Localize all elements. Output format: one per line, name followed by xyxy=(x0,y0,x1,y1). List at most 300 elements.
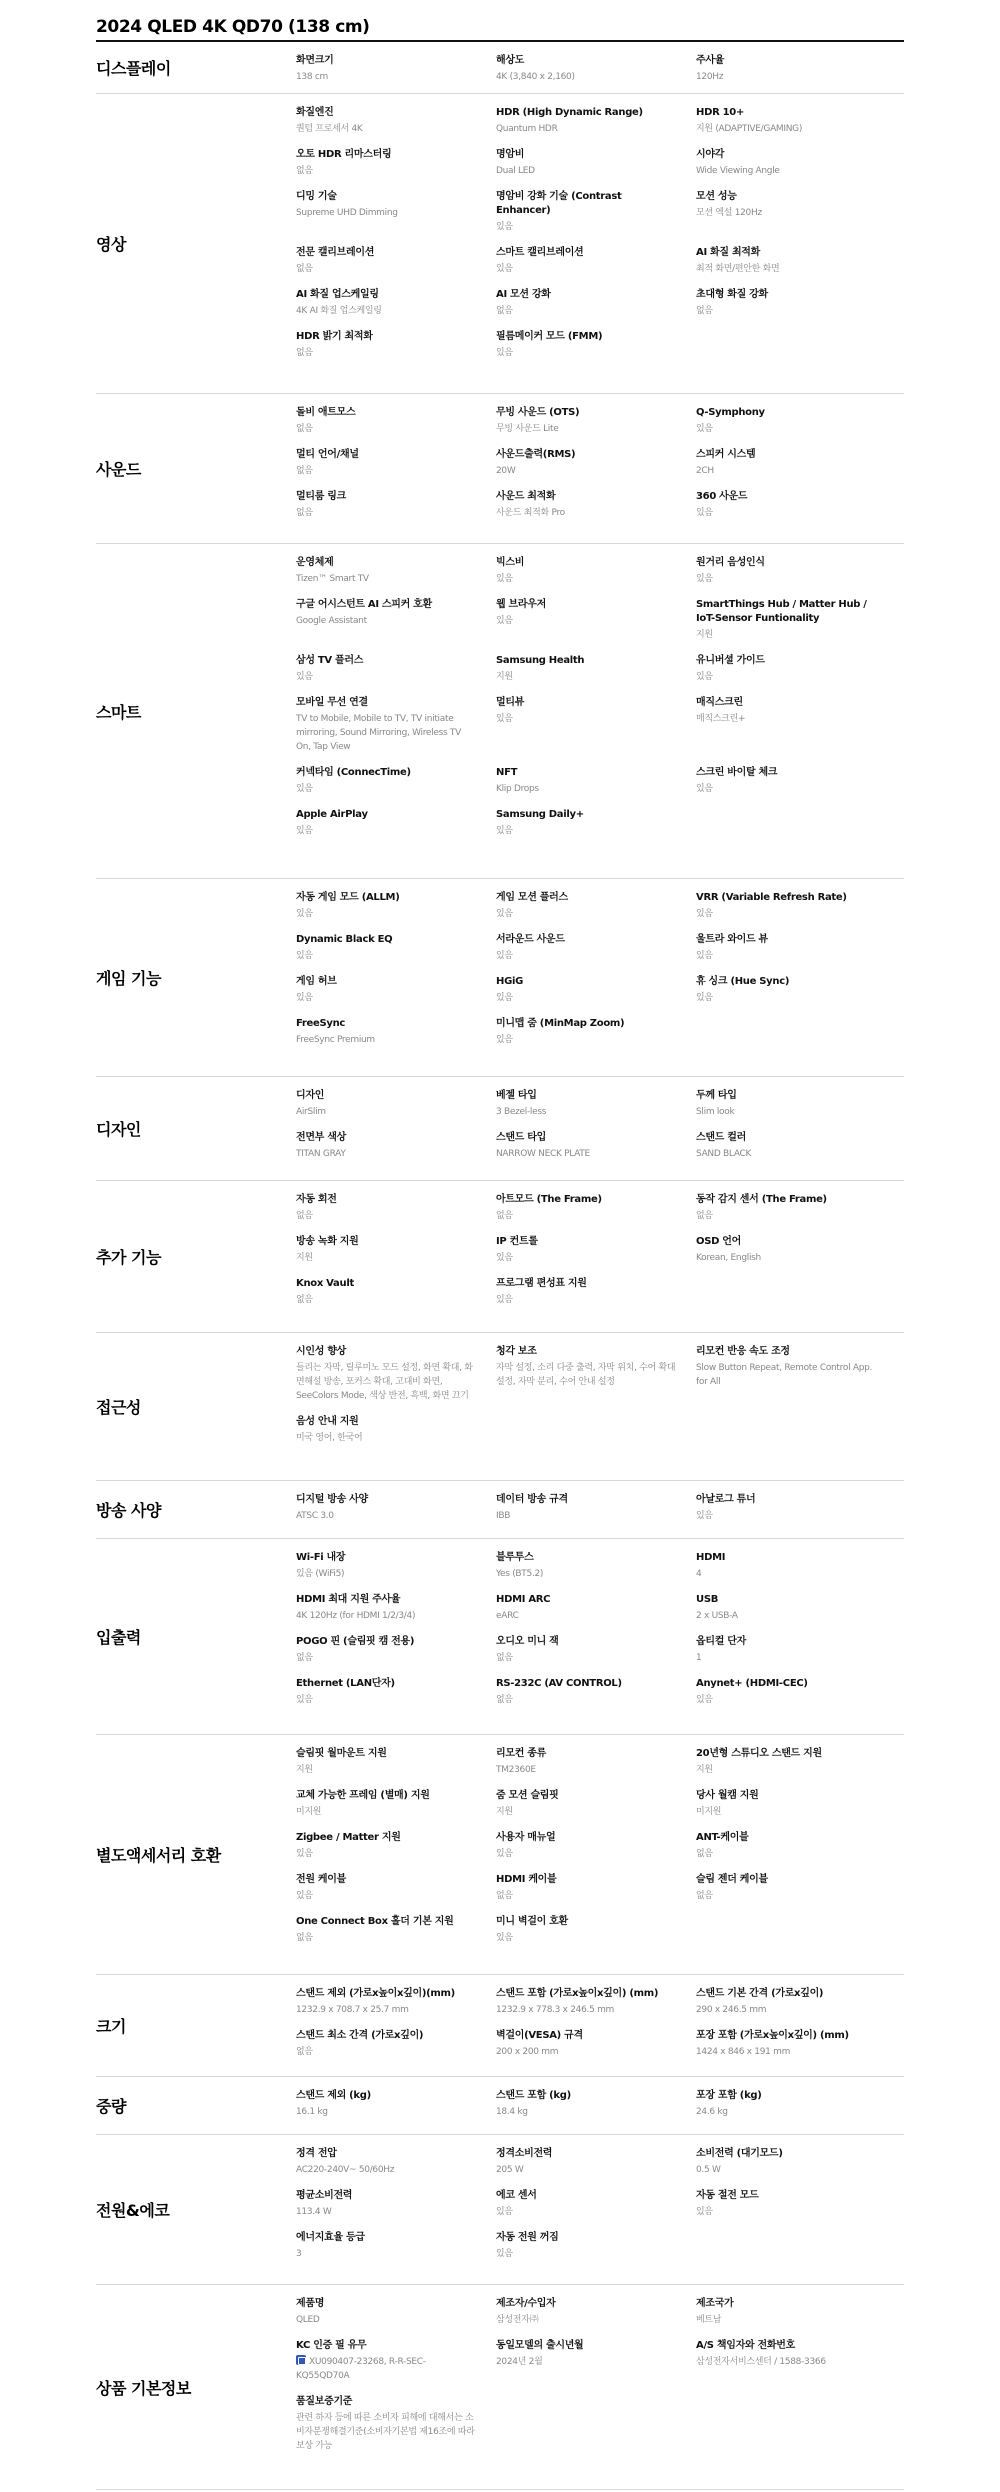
spec-item xyxy=(696,2029,896,2071)
spec-label: HDMI 최대 지원 주사율 xyxy=(296,1594,401,1605)
spec-label: AI 모션 강화 xyxy=(496,289,551,300)
spec-item xyxy=(496,148,696,190)
spec-value: 1232.9 x 708.7 x 25.7 mm xyxy=(296,2005,409,2015)
spec-value: 2024년 2월 xyxy=(496,2357,543,2367)
spec-value: 있음 xyxy=(496,1933,513,1943)
spec-label: 명암비 강화 기술 (Contrast Enhancer) xyxy=(496,191,622,216)
spec-item xyxy=(296,933,496,975)
spec-item xyxy=(496,808,696,850)
spec-value: 있음 xyxy=(696,909,713,919)
spec-value: 있음 xyxy=(296,826,313,836)
spec-value: 있음 xyxy=(496,1035,513,1045)
spec-value: 1 xyxy=(696,1653,702,1663)
page-title: 2024 QLED 4K QD70 (138 cm) xyxy=(96,17,370,37)
spec-label: 자동 회전 xyxy=(296,1194,337,1205)
spec-value: 있음 xyxy=(496,714,513,724)
spec-value: 지원 xyxy=(496,672,513,682)
spec-value: 있음 xyxy=(696,508,713,518)
section-title: 방송 사양 xyxy=(96,1501,161,1520)
spec-section xyxy=(96,1077,904,1181)
spec-label: 청각 보조 xyxy=(496,1346,537,1357)
spec-label: 스탠드 컬러 xyxy=(696,1132,746,1143)
spec-item xyxy=(496,2147,696,2189)
spec-label: 리모컨 반응 속도 조정 xyxy=(696,1346,790,1357)
spec-item xyxy=(296,2147,496,2189)
spec-item xyxy=(696,1635,896,1677)
spec-item xyxy=(296,448,496,490)
spec-value xyxy=(296,2355,478,2383)
spec-label: 모바일 무선 연결 xyxy=(296,697,368,708)
spec-item xyxy=(296,2189,496,2231)
spec-label: IP 컨트롤 xyxy=(496,1236,538,1247)
spec-label: 전원 케이블 xyxy=(296,1874,346,1885)
spec-value: 있음 xyxy=(496,993,513,1003)
spec-value: Slim look xyxy=(696,1107,735,1117)
spec-label: 멀티룸 링크 xyxy=(296,491,346,502)
spec-label: 평균소비전력 xyxy=(296,2190,353,2201)
spec-value: 삼성전자서비스센터 / 1588-3366 xyxy=(696,2357,826,2367)
spec-item xyxy=(696,1345,896,1415)
spec-label: 멀티뷰 xyxy=(496,697,525,708)
spec-item xyxy=(496,1873,696,1915)
spec-value: 최적 화면/편안한 화면 xyxy=(696,264,780,274)
spec-label: 전면부 색상 xyxy=(296,1132,346,1143)
spec-item xyxy=(296,54,496,94)
section-title: 게임 기능 xyxy=(96,969,161,988)
spec-label: 품질보증기준 xyxy=(296,2396,353,2407)
spec-label: Knox Vault xyxy=(296,1278,354,1289)
kc-certification-icon xyxy=(296,2355,306,2365)
spec-label: HGiG xyxy=(496,976,524,987)
spec-label: 자동 전원 꺼짐 xyxy=(496,2232,559,2243)
spec-label: 미니 벽걸이 호환 xyxy=(496,1916,568,1927)
spec-label: HDR 10+ xyxy=(696,107,745,118)
spec-value: Klip Drops xyxy=(496,784,539,794)
spec-value: 지원 xyxy=(696,630,713,640)
spec-label: Samsung Health xyxy=(496,655,585,666)
spec-value: 있음 xyxy=(696,1511,713,1521)
spec-grid xyxy=(296,879,904,1076)
spec-label: Apple AirPlay xyxy=(296,809,368,820)
spec-item xyxy=(296,1277,496,1319)
spec-value: 있음 xyxy=(696,951,713,961)
spec-grid xyxy=(296,1539,904,1734)
spec-value: 있음 xyxy=(496,909,513,919)
spec-item xyxy=(296,288,496,330)
spec-value: NARROW NECK PLATE xyxy=(496,1149,590,1159)
spec-section xyxy=(96,94,904,394)
spec-item xyxy=(296,1131,496,1173)
spec-value: 없음 xyxy=(696,1891,713,1901)
spec-value: 2CH xyxy=(696,466,714,476)
spec-item xyxy=(496,330,696,372)
spec-item xyxy=(296,2029,496,2071)
spec-label: 에너지효율 등급 xyxy=(296,2232,365,2243)
spec-label: 해상도 xyxy=(496,55,525,66)
spec-item xyxy=(696,1235,896,1277)
spec-value: 없음 xyxy=(296,348,313,358)
spec-section xyxy=(96,1735,904,1975)
spec-item xyxy=(696,246,896,288)
spec-item xyxy=(696,2339,896,2395)
spec-item xyxy=(496,1789,696,1831)
spec-value: 있음 xyxy=(296,993,313,1003)
spec-section xyxy=(96,394,904,544)
section-title: 디스플레이 xyxy=(96,59,171,78)
spec-label: 방송 녹화 지원 xyxy=(296,1236,359,1247)
spec-item xyxy=(496,190,696,246)
spec-grid xyxy=(296,42,904,93)
spec-value: 있음 xyxy=(496,264,513,274)
spec-label: 구글 어시스턴트 AI 스피커 호환 xyxy=(296,599,432,610)
spec-label: 제조자/수입자 xyxy=(496,2298,556,2309)
spec-value: 없음 xyxy=(296,1653,313,1663)
spec-label: 게임 모션 플러스 xyxy=(496,892,568,903)
spec-value: ATSC 3.0 xyxy=(296,1511,334,1521)
spec-grid xyxy=(296,1481,904,1538)
spec-item xyxy=(496,1831,696,1873)
spec-value: 205 W xyxy=(496,2165,524,2175)
spec-item xyxy=(296,654,496,696)
spec-item xyxy=(496,1915,696,1957)
spec-section xyxy=(96,2135,904,2285)
spec-label: 벽걸이(VESA) 규격 xyxy=(496,2030,583,2041)
spec-value: 없음 xyxy=(296,1211,313,1221)
spec-item xyxy=(296,696,496,766)
spec-label: 정격소비전력 xyxy=(496,2148,553,2159)
spec-value: Slow Button Repeat, Remote Control App. for All xyxy=(696,1363,873,1387)
spec-item xyxy=(696,696,896,766)
spec-label: 명암비 xyxy=(496,149,525,160)
spec-value: 있음 xyxy=(696,672,713,682)
spec-item xyxy=(496,975,696,1017)
spec-item xyxy=(296,1747,496,1789)
spec-label: 삼성 TV 플러스 xyxy=(296,655,364,666)
section-title: 상품 기본정보 xyxy=(96,2378,191,2398)
spec-value: 삼성전자㈜ xyxy=(496,2315,539,2325)
spec-label: 빅스비 xyxy=(496,557,525,568)
spec-value: 1424 x 846 x 191 mm xyxy=(696,2047,791,2057)
spec-value: 16.1 kg xyxy=(296,2107,328,2117)
spec-value: Tizen™ Smart TV xyxy=(296,574,369,584)
spec-label: 20년형 스튜디오 스탠드 지원 xyxy=(696,1748,822,1759)
spec-value: 지원 xyxy=(296,1253,313,1263)
spec-item xyxy=(696,148,896,190)
spec-label: 오디오 미니 잭 xyxy=(496,1636,559,1647)
spec-value: 관련 하자 등에 따른 소비자 피해에 대해서는 소비자분쟁해결기준(소비자기본법 제16조에 따라 보상 가능 xyxy=(296,2413,475,2451)
spec-grid xyxy=(296,2135,904,2284)
spec-section xyxy=(96,1539,904,1735)
spec-item xyxy=(496,448,696,490)
spec-label: 서라운드 사운드 xyxy=(496,934,565,945)
spec-value: 없음 xyxy=(296,1295,313,1305)
spec-label: 소비전력 (대기모드) xyxy=(696,2148,783,2159)
spec-item xyxy=(696,891,896,933)
spec-label: 슬림핏 월마운트 지원 xyxy=(296,1748,387,1759)
spec-value: 없음 xyxy=(496,1653,513,1663)
spec-label: 동일모델의 출시년월 xyxy=(496,2340,584,2351)
spec-value: 있음 xyxy=(496,2249,513,2259)
spec-item xyxy=(296,490,496,532)
spec-label: 정격 전압 xyxy=(296,2148,337,2159)
spec-label: 휴 싱크 (Hue Sync) xyxy=(696,976,790,987)
spec-sections xyxy=(96,42,904,2490)
spec-item xyxy=(496,654,696,696)
spec-value: 138 cm xyxy=(296,72,328,82)
spec-label: 초대형 화질 강화 xyxy=(696,289,768,300)
spec-value: 있음 xyxy=(496,222,513,232)
spec-item xyxy=(296,406,496,448)
spec-item xyxy=(696,288,896,330)
spec-item xyxy=(496,1193,696,1235)
spec-value: Yes (BT5.2) xyxy=(496,1569,544,1579)
spec-label: 스크린 바이탈 체크 xyxy=(696,767,778,778)
spec-item xyxy=(496,2189,696,2231)
section-title: 중량 xyxy=(96,2097,126,2116)
spec-label: 스탠드 포함 (kg) xyxy=(496,2090,571,2101)
spec-value: 24.6 kg xyxy=(696,2107,728,2117)
spec-item xyxy=(696,1193,896,1235)
spec-label: HDMI 케이블 xyxy=(496,1874,557,1885)
spec-item xyxy=(296,766,496,808)
spec-value: 있음 xyxy=(696,424,713,434)
spec-value: 113.4 W xyxy=(296,2207,332,2217)
spec-label: USB xyxy=(696,1594,719,1605)
spec-label: Anynet+ (HDMI-CEC) xyxy=(696,1678,808,1689)
spec-item xyxy=(696,1747,896,1789)
spec-value: 있음 xyxy=(496,826,513,836)
spec-label: 스탠드 포함 (가로x높이x깊이) (mm) xyxy=(496,1988,659,1999)
spec-value: 있음 xyxy=(496,951,513,961)
spec-value: 베트남 xyxy=(696,2315,722,2325)
spec-value: 4K (3,840 x 2,160) xyxy=(496,72,575,82)
spec-label: 당사 월캠 지원 xyxy=(696,1790,759,1801)
spec-label: 아날로그 튜너 xyxy=(696,1494,756,1505)
spec-value: 18.4 kg xyxy=(496,2107,528,2117)
spec-item xyxy=(496,1345,696,1415)
spec-value: 있음 xyxy=(296,951,313,961)
spec-item xyxy=(296,246,496,288)
spec-item xyxy=(696,490,896,532)
spec-grid xyxy=(296,394,904,543)
spec-value: 있음 xyxy=(696,1695,713,1705)
section-title: 접근성 xyxy=(96,1398,141,1417)
spec-item xyxy=(296,190,496,246)
spec-value-text: XU090407-23268, R-R-SEC-KQ55QD70A xyxy=(296,2357,426,2381)
spec-label: One Connect Box 홀더 기본 지원 xyxy=(296,1916,454,1927)
spec-value: 미국 영어, 한국어 xyxy=(296,1433,363,1443)
spec-value: TV to Mobile, Mobile to TV, TV initiate mirroring, Sound Mirroring, Wireless TV On, Tap View xyxy=(296,714,461,752)
spec-item xyxy=(296,1593,496,1635)
spec-label: 시인성 향상 xyxy=(296,1346,346,1357)
section-title: 영상 xyxy=(96,235,126,254)
section-title: 스마트 xyxy=(96,702,141,722)
spec-grid xyxy=(296,1333,904,1480)
spec-label: 스탠드 기본 간격 (가로x깊이) xyxy=(696,1988,824,1999)
spec-value: 있음 xyxy=(696,574,713,584)
spec-value: 무빙 사운드 Lite xyxy=(496,424,559,434)
spec-label: 블루투스 xyxy=(496,1552,534,1563)
spec-value: 지원 xyxy=(496,1807,513,1817)
spec-item xyxy=(496,288,696,330)
spec-label: 전문 캘리브레이션 xyxy=(296,247,375,258)
spec-grid xyxy=(296,94,904,393)
spec-section xyxy=(96,42,904,94)
spec-label: 베젤 타입 xyxy=(496,1090,537,1101)
spec-label: Samsung Daily+ xyxy=(496,809,584,820)
spec-label: 사운드 최적화 xyxy=(496,491,556,502)
spec-section xyxy=(96,544,904,879)
spec-label: 화질엔진 xyxy=(296,107,334,118)
section-title: 전원&에코 xyxy=(96,2201,170,2220)
spec-item xyxy=(296,2089,496,2131)
spec-item xyxy=(696,1789,896,1831)
spec-item xyxy=(696,1593,896,1635)
spec-label: 주사율 xyxy=(696,55,725,66)
spec-value: 있음 xyxy=(696,784,713,794)
section-title: 크기 xyxy=(96,2017,126,2036)
spec-label: 자동 게임 모드 (ALLM) xyxy=(296,892,400,903)
spec-item xyxy=(496,2231,696,2273)
spec-item xyxy=(296,808,496,850)
spec-value: TITAN GRAY xyxy=(296,1149,346,1159)
spec-label: 게임 허브 xyxy=(296,976,337,987)
spec-label: OSD 언어 xyxy=(696,1236,742,1247)
spec-value: eARC xyxy=(496,1611,519,1621)
spec-value: 4K AI 화질 업스케일링 xyxy=(296,306,382,316)
spec-value: 매직스크린+ xyxy=(696,714,746,724)
spec-item xyxy=(496,2089,696,2131)
spec-value: 없음 xyxy=(496,1211,513,1221)
spec-label: 스탠드 최소 간격 (가로x깊이) xyxy=(296,2030,424,2041)
spec-item xyxy=(296,1789,496,1831)
spec-value: 없음 xyxy=(296,2047,313,2057)
spec-item xyxy=(296,1017,496,1059)
spec-value: 없음 xyxy=(696,1849,713,1859)
spec-label: 사용자 매뉴얼 xyxy=(496,1832,556,1843)
spec-item xyxy=(696,766,896,808)
spec-item xyxy=(696,1131,896,1173)
spec-label: 리모컨 종류 xyxy=(496,1748,546,1759)
spec-item xyxy=(496,598,696,654)
spec-label: Ethernet (LAN단자) xyxy=(296,1678,395,1689)
spec-item xyxy=(696,1987,896,2029)
spec-value: 1232.9 x 778.3 x 246.5 mm xyxy=(496,2005,615,2015)
spec-label: 유니버셜 가이드 xyxy=(696,655,765,666)
spec-grid xyxy=(296,2077,904,2134)
spec-label: 운영체제 xyxy=(296,557,334,568)
spec-item xyxy=(696,406,896,448)
spec-item xyxy=(296,598,496,654)
spec-item xyxy=(296,2395,496,2465)
spec-value: 없음 xyxy=(296,508,313,518)
spec-value: 20W xyxy=(496,466,516,476)
spec-label: 스탠드 제외 (가로x높이x깊이)(mm) xyxy=(296,1988,455,1999)
spec-item xyxy=(496,1593,696,1635)
spec-item xyxy=(496,1131,696,1173)
spec-item xyxy=(296,1493,496,1535)
spec-item xyxy=(296,1551,496,1593)
spec-label: SmartThings Hub / Matter Hub / IoT-Sensor Funtionality xyxy=(696,599,867,624)
spec-value: 없음 xyxy=(296,264,313,274)
spec-item xyxy=(696,556,896,598)
spec-label: 스피커 시스템 xyxy=(696,449,756,460)
spec-label: AI 화질 업스케일링 xyxy=(296,289,379,300)
spec-value: 없음 xyxy=(296,166,313,176)
spec-value: 없음 xyxy=(496,1891,513,1901)
spec-label: FreeSync xyxy=(296,1018,346,1029)
spec-item xyxy=(696,1493,896,1535)
spec-grid xyxy=(296,1181,904,1332)
spec-value: 있음 xyxy=(296,1849,313,1859)
spec-item xyxy=(496,696,696,766)
spec-value: 없음 xyxy=(296,466,313,476)
spec-item xyxy=(496,1277,696,1319)
spec-item xyxy=(296,975,496,1017)
spec-value: 3 xyxy=(296,2249,302,2259)
spec-label: Q-Symphony xyxy=(696,407,765,418)
spec-item xyxy=(696,190,896,246)
spec-value: 없음 xyxy=(496,1695,513,1705)
spec-value: 없음 xyxy=(696,306,713,316)
spec-value: Wide Viewing Angle xyxy=(696,166,780,176)
spec-item xyxy=(496,2029,696,2071)
spec-value: 있음 xyxy=(296,1695,313,1705)
spec-label: 슬림 젠더 케이블 xyxy=(696,1874,768,1885)
spec-value: 4 xyxy=(696,1569,702,1579)
spec-grid xyxy=(296,1975,904,2076)
spec-label: A/S 책임자와 전화번호 xyxy=(696,2340,795,2351)
spec-label: RS-232C (AV CONTROL) xyxy=(496,1678,622,1689)
spec-item xyxy=(496,490,696,532)
spec-item xyxy=(296,556,496,598)
spec-item xyxy=(696,1831,896,1873)
spec-value: 지원 xyxy=(296,1765,313,1775)
spec-label: 교체 가능한 프레임 (별매) 지원 xyxy=(296,1790,430,1801)
spec-value: TM2360E xyxy=(496,1765,536,1775)
spec-item xyxy=(296,1415,496,1457)
spec-value: Korean, English xyxy=(696,1253,761,1263)
spec-item xyxy=(496,2339,696,2395)
spec-section xyxy=(96,2077,904,2135)
spec-label: 자동 절전 모드 xyxy=(696,2190,759,2201)
section-title: 별도액세서리 호환 xyxy=(96,1846,221,1865)
spec-label: 커넥타임 (ConnecTime) xyxy=(296,767,411,778)
spec-item xyxy=(296,106,496,148)
spec-item xyxy=(296,2231,496,2273)
section-title: 사운드 xyxy=(96,460,141,479)
spec-label: 화면크기 xyxy=(296,55,334,66)
spec-value: AC220-240V~ 50/60Hz xyxy=(296,2165,395,2175)
spec-section xyxy=(96,1181,904,1333)
spec-value: 없음 xyxy=(296,424,313,434)
spec-label: 울트라 와이드 뷰 xyxy=(696,934,768,945)
spec-item xyxy=(496,1017,696,1059)
spec-label: 매직스크린 xyxy=(696,697,743,708)
spec-value: 있음 xyxy=(296,784,313,794)
spec-label: 스탠드 제외 (kg) xyxy=(296,2090,371,2101)
spec-grid xyxy=(296,2285,904,2489)
spec-label: 에코 센서 xyxy=(496,2190,537,2201)
spec-item xyxy=(296,1987,496,2029)
spec-value: Supreme UHD Dimming xyxy=(296,208,398,218)
spec-value: 있음 (WiFi5) xyxy=(296,1569,345,1579)
spec-label: Dynamic Black EQ xyxy=(296,934,393,945)
spec-label: 미니맵 줌 (MinMap Zoom) xyxy=(496,1018,625,1029)
spec-label: 멀티 언어/채널 xyxy=(296,449,359,460)
spec-value: IBB xyxy=(496,1511,511,1521)
spec-item xyxy=(696,2189,896,2231)
